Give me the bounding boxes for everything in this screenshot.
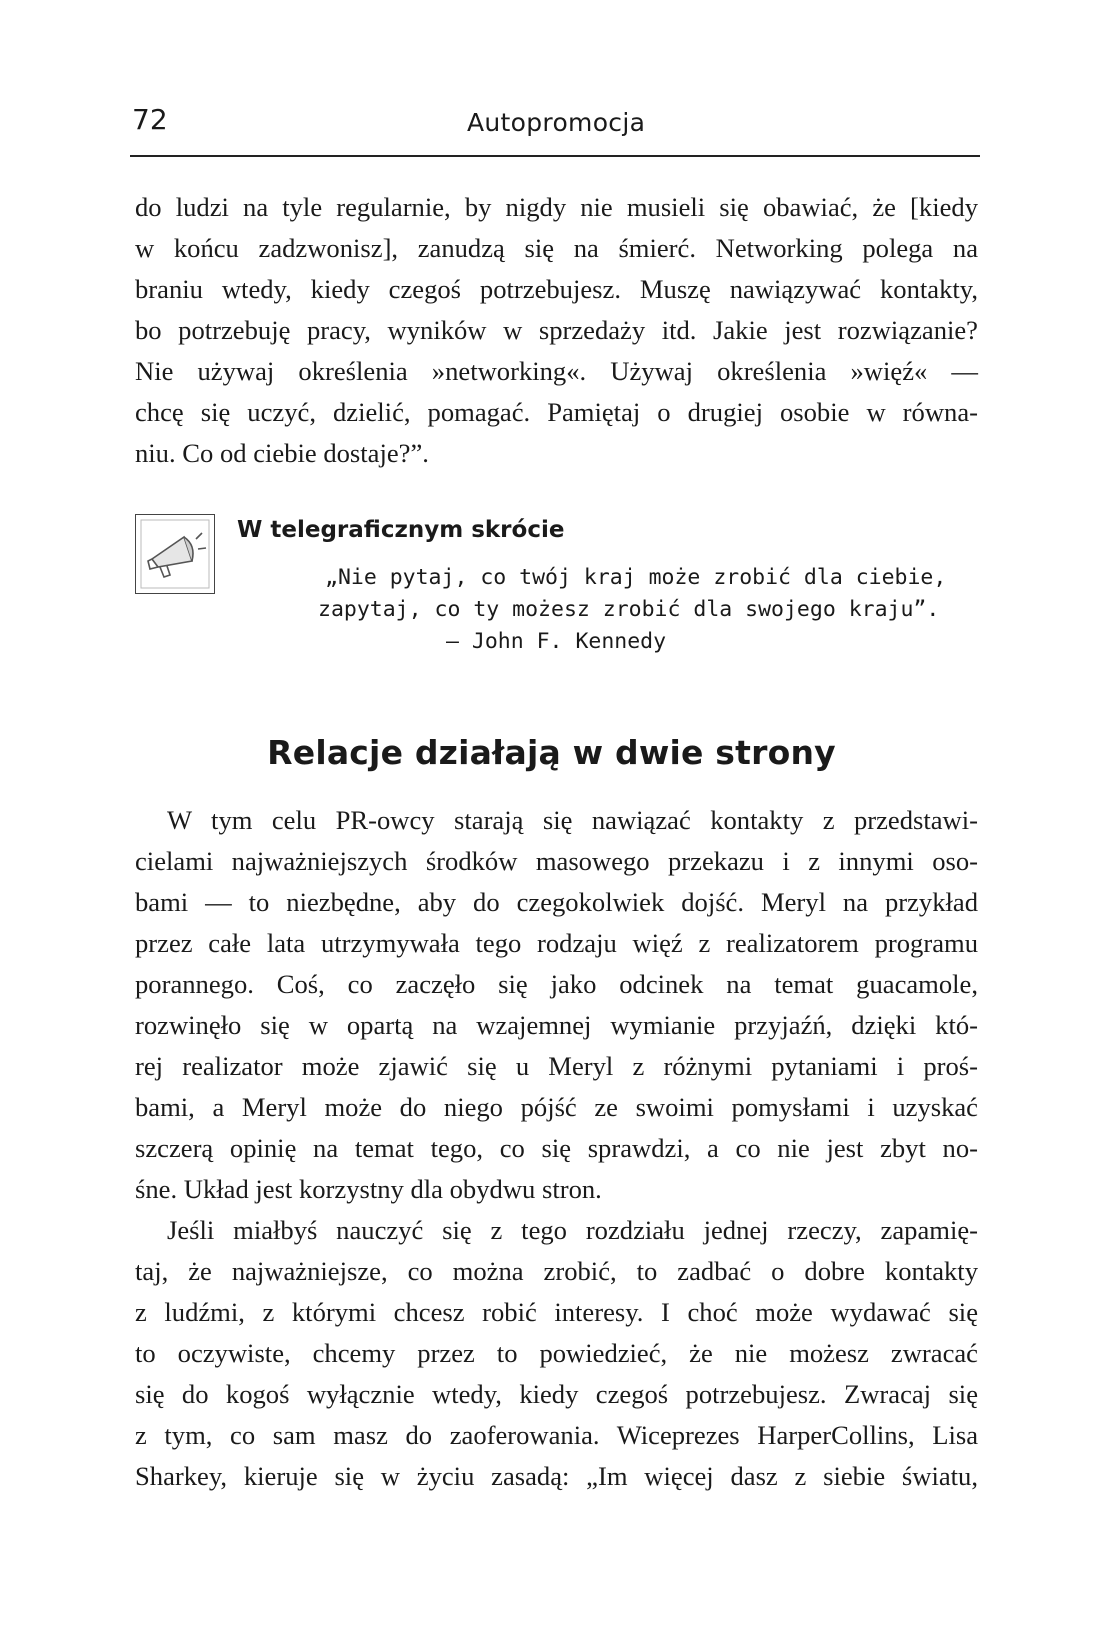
text-line: braniu wtedy, kiedy czegoś potrzebujesz. Muszę nawiązywać kontakty, xyxy=(135,274,978,304)
text-line: śne. Układ jest korzystny dla obydwu stron. xyxy=(135,1174,602,1204)
text-line: szczerą opinię na temat tego, co się sprawdzi, a co nie jest zbyt no- xyxy=(135,1133,978,1163)
running-title: Autopromocja xyxy=(467,108,646,137)
text-line: chcę się uczyć, dzielić, pomagać. Pamiętaj o drugiej osobie w równa- xyxy=(135,397,978,427)
intro-paragraph xyxy=(135,187,978,474)
text-line: porannego. Coś, co zaczęło się jako odcinek na temat guacamole, xyxy=(135,969,978,999)
text-line: W tym celu PR-owcy starają się nawiązać kontakty z przedstawi- xyxy=(167,805,978,835)
text-line: bo potrzebuję pracy, wyników w sprzedaży itd. Jakie jest rozwiązanie? xyxy=(135,315,978,345)
text-line: cielami najważniejszych środków masowego przekazu i z innymi oso- xyxy=(135,846,978,876)
text-line: z tym, co sam masz do zaoferowania. Wiceprezes HarperCollins, Lisa xyxy=(135,1420,978,1450)
quote-line: zapytaj, co ty możesz zrobić dla swojego kraju”. xyxy=(318,597,940,622)
text-line: rej realizator może zjawić się u Meryl z różnymi pytaniami i proś- xyxy=(135,1051,978,1081)
section-heading: Relacje działają w dwie strony xyxy=(267,733,836,772)
page-number: 72 xyxy=(132,103,168,136)
section-paragraph-2 xyxy=(135,1210,978,1497)
text-line: rozwinęło się w opartą na wzajemnej wymianie przyjaźń, dzięki któ- xyxy=(135,1010,978,1040)
text-line: to oczywiste, chcemy przez to powiedzieć, że nie możesz zwracać xyxy=(135,1338,978,1368)
quote-line: „Nie pytaj, co twój kraj może zrobić dla ciebie, xyxy=(325,565,947,590)
text-line: się do kogoś wyłącznie wtedy, kiedy czegoś potrzebujesz. Zwracaj się xyxy=(135,1379,978,1409)
section-paragraph-1 xyxy=(135,800,978,1210)
text-line: do ludzi na tyle regularnie, by nigdy nie musieli się obawiać, że [kiedy xyxy=(135,192,978,222)
text-line: Sharkey, kieruje się w życiu zasadą: „Im więcej dasz z siebie światu, xyxy=(135,1461,978,1491)
sidebar-box-title: W telegraficznym skrócie xyxy=(237,517,565,543)
text-line: niu. Co od ciebie dostaje?”. xyxy=(135,438,429,468)
quote-attribution: — John F. Kennedy xyxy=(446,629,667,654)
text-line: Jeśli miałbyś nauczyć się z tego rozdziału jednej rzeczy, zapamię- xyxy=(167,1215,978,1245)
megaphone-icon xyxy=(135,514,215,594)
text-line: taj, że najważniejsze, co można zrobić, to zadbać o dobre kontakty xyxy=(135,1256,978,1286)
text-line: bami — to niezbędne, aby do czegokolwiek dojść. Meryl na przykład xyxy=(135,887,978,917)
header-rule xyxy=(130,155,980,157)
text-line: przez całe lata utrzymywała tego rodzaju więź z realizatorem programu xyxy=(135,928,978,958)
text-line: w końcu zadzwonisz], zanudzą się na śmierć. Networking polega na xyxy=(135,233,978,263)
text-line: z ludźmi, z którymi chcesz robić interesy. I choć może wydawać się xyxy=(135,1297,978,1327)
text-line: Nie używaj określenia »networking«. Używaj określenia »więź« — xyxy=(135,356,978,386)
megaphone-icon-graphic xyxy=(136,515,214,593)
text-line: bami, a Meryl może do niego pójść ze swoimi pomysłami i uzyskać xyxy=(135,1092,978,1122)
